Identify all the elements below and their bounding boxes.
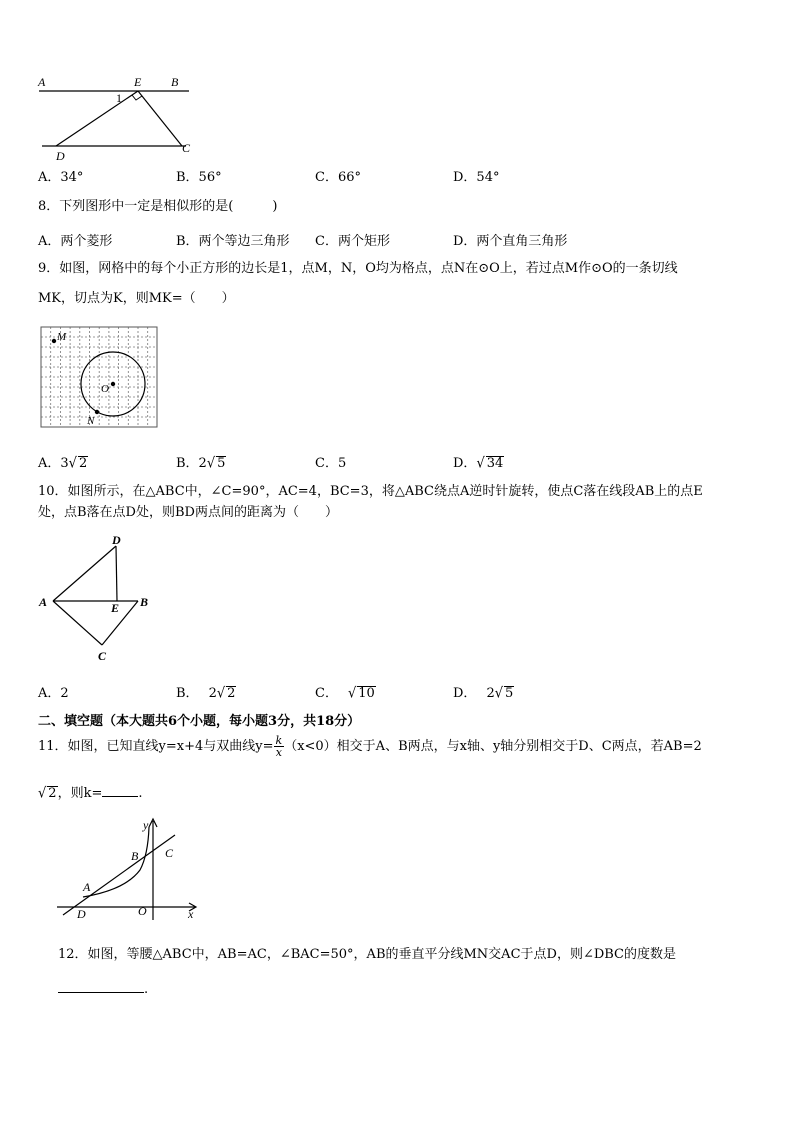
- q11-frac-numerator: k: [275, 734, 283, 747]
- q7-label-angle1: 1: [116, 91, 122, 105]
- q11-stem-part1: 11．如图，已知直线y=x+4与双曲线y=: [38, 739, 274, 754]
- q10-option-d-radicand: 5: [505, 686, 514, 701]
- q9-option-c[interactable]: C．5: [315, 456, 347, 471]
- q12-stem: 12．如图，等腰△ABC中，AB=AC，∠BAC=50°，AB的垂直平分线MN交AC于点D，则∠DBC的度数是: [58, 947, 676, 962]
- q10-stem-line2: 处，点B落在点D处，则BD两点间的距离为（ ）: [38, 505, 338, 520]
- q11-label-d: D: [77, 907, 86, 921]
- q10-label-b: B: [140, 595, 149, 609]
- q10-option-b[interactable]: B． 2√ 2: [176, 685, 236, 702]
- q11-label-a: A: [83, 880, 91, 894]
- q11-label-c: C: [165, 846, 174, 860]
- q10-option-c-radicand: 10: [358, 686, 375, 701]
- q11-answer-blank[interactable]: [102, 796, 138, 797]
- q9-label-n: N: [87, 415, 95, 427]
- q7-option-c[interactable]: C．66°: [315, 170, 361, 185]
- q7-figure: [34, 70, 196, 165]
- q11-stem-line2: √ 2，则k= .: [38, 785, 143, 802]
- q10-option-d-coef: 2: [486, 686, 495, 701]
- q9-grid-figure: [40, 326, 160, 430]
- q9-option-a-prefix: A．3: [38, 456, 69, 471]
- q10-option-b-radicand: 2: [227, 686, 236, 701]
- q11-fraction: [274, 735, 285, 758]
- q11-figure: [55, 815, 205, 925]
- q11-frac-denominator: x: [275, 746, 282, 759]
- q11-label-y: y: [143, 818, 149, 832]
- q10-label-c: C: [98, 649, 107, 663]
- q10-option-d-prefix: D．: [453, 686, 477, 701]
- q7-option-b[interactable]: B．56°: [176, 170, 222, 185]
- q10-label-a: A: [39, 595, 48, 609]
- q7-label-c: C: [182, 141, 191, 155]
- q7-label-b: B: [171, 75, 179, 89]
- q9-label-o: O: [101, 383, 109, 395]
- q9-stem-line1: 9．如图，网格中的每个小正方形的边长是1，点M，N，O均为格点，点N在⊙O上，若过点M作⊙O的一条切线: [38, 261, 678, 276]
- q7-label-e: E: [134, 75, 142, 89]
- q11-label-b: B: [131, 849, 139, 863]
- q8-option-d[interactable]: D．两个直角三角形: [453, 234, 568, 249]
- q7-label-d: D: [56, 149, 65, 163]
- q10-option-b-prefix: B．: [176, 686, 199, 701]
- q9-option-d-radicand: 34: [486, 456, 504, 471]
- q9-option-d-prefix: D．: [453, 456, 477, 471]
- q9-stem-line2: MK，切点为K，则MK=（ ）: [38, 291, 235, 306]
- q9-label-m: M: [57, 331, 67, 343]
- q7-option-d[interactable]: D．54°: [453, 170, 500, 185]
- q9-option-b-prefix: B．2: [176, 456, 207, 471]
- q10-figure: [36, 530, 160, 665]
- q12-stem-end: .: [144, 982, 149, 997]
- q9-option-a-radicand: 2: [78, 456, 88, 471]
- q9-option-b[interactable]: B．2√ 5: [176, 455, 226, 472]
- q11-label-x: x: [188, 907, 194, 921]
- q10-option-d[interactable]: D． 2√ 5: [453, 685, 514, 702]
- q9-option-d[interactable]: D．√ 34: [453, 455, 504, 472]
- q8-option-c[interactable]: C．两个矩形: [315, 234, 390, 249]
- q12-answer-blank[interactable]: [58, 992, 144, 993]
- q8-option-a[interactable]: A．两个菱形: [38, 234, 113, 249]
- q11-stem-line1: [38, 735, 702, 758]
- q11-stem-end: .: [138, 786, 143, 801]
- q10-option-c[interactable]: C． √ 10: [315, 685, 375, 702]
- q11-stem-part2: （x<0）相交于A、B两点，与x轴、y轴分别相交于D、C两点，若AB=2: [284, 739, 702, 754]
- q7-option-a[interactable]: A．34°: [38, 170, 84, 185]
- q10-label-e: E: [111, 601, 120, 615]
- q8-option-b[interactable]: B．两个等边三角形: [176, 234, 290, 249]
- q12-answer-line: [58, 982, 148, 998]
- q11-radicand: 2: [48, 786, 57, 801]
- section-2-heading: 二、填空题（本大题共6个小题，每小题3分，共18分）: [38, 714, 361, 729]
- q9-option-a[interactable]: A．3√ 2: [38, 455, 88, 472]
- q11-stem-rest: ，则k=: [57, 786, 103, 801]
- q10-option-b-coef: 2: [208, 686, 217, 701]
- q10-label-d: D: [112, 533, 121, 547]
- q8-stem: 8．下列图形中一定是相似形的是( ): [38, 199, 278, 214]
- q11-label-o: O: [138, 904, 147, 918]
- q10-option-c-prefix: C．: [315, 686, 338, 701]
- q10-stem-line1: 10．如图所示，在△ABC中，∠C=90°，AC=4，BC=3，将△ABC绕点A逆时针旋转，使点C落在线段AB上的点E: [38, 484, 703, 499]
- q7-label-a: A: [38, 75, 46, 89]
- q9-option-b-radicand: 5: [217, 456, 226, 471]
- q10-option-a[interactable]: A．2: [38, 686, 69, 701]
